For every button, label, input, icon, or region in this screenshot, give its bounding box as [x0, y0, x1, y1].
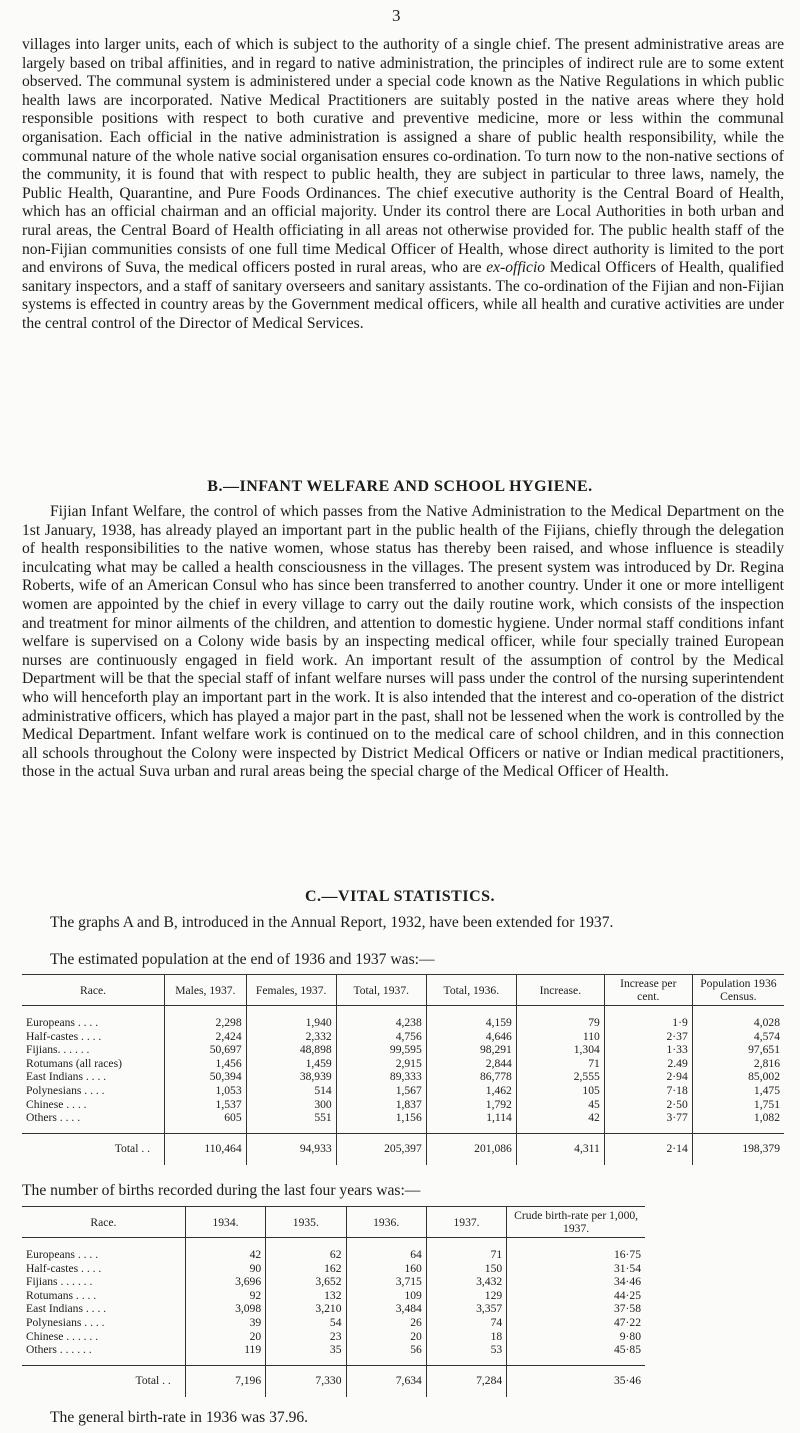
value-cell: 56: [346, 1343, 426, 1365]
value-cell: 99,595: [336, 1043, 426, 1057]
race-cell: Polynesians . . . .: [22, 1084, 165, 1098]
value-cell: 4,574: [692, 1030, 784, 1044]
table-row: [22, 1316, 645, 1330]
table-row: [22, 1084, 784, 1098]
population-table: [22, 974, 784, 1165]
heading-infant-welfare: B.—INFANT WELFARE AND SCHOOL HYGIENE.: [207, 478, 593, 495]
table-row: [22, 1111, 784, 1133]
value-cell: 9·80: [507, 1330, 645, 1344]
paragraph-general-birth-rate: The general birth-rate in 1936 was 37.96.: [50, 1409, 309, 1426]
value-cell: 2,555: [516, 1070, 604, 1084]
paragraph-text: villages into larger units, each of which is subject to the authority of a single chief. The present administrative areas are largely based on tribal affinities, and in regard to native administration, the principles of indirect rule are to some extent observed. The communal system is administered under a special code known as the Native Regulations in which public health laws are incorporated. Native Medical Practitioners are suitably posted in the native areas where they hold responsible positions with respect to both curative and preventive medicine, more or less within the communal organisation. Each official in the native administration is assigned a share of public health responsibility, while the communal nature of the whole native social organisation ensures co-ordination. To turn now to the non-native sections of the community, it is found that with respect to public health, they are subject in particular to three laws, namely, the Public Health, Quarantine, and Pure Foods Ordinances. The chief executive authority is the Central Board of Health, which has an official chairman and an official majority. Under its control there are Local Authorities in both urban and rural areas, the Central Board of Health officiating in all areas not otherwise provided for. The public health staff of the non-Fijian communities consists of one full time Medical Officer of Health, whose direct authority is limited to the port and environs of Suva, the medical officers posted in rural areas, who are: [22, 36, 784, 277]
value-cell: 34·46: [507, 1275, 645, 1289]
value-cell: 92: [185, 1289, 265, 1303]
column-header: Total, 1936.: [426, 975, 516, 1006]
table-row: [22, 1302, 645, 1316]
total-value-cell: 7,196: [185, 1365, 265, 1397]
total-value-cell: 7,284: [426, 1365, 506, 1397]
value-cell: 71: [426, 1238, 506, 1262]
value-cell: 90: [185, 1262, 265, 1276]
value-cell: 44·25: [507, 1289, 645, 1303]
value-cell: 1·33: [604, 1043, 692, 1057]
value-cell: 18: [426, 1330, 506, 1344]
value-cell: 38,939: [246, 1070, 336, 1084]
column-header: 1934.: [185, 1207, 265, 1238]
column-header: Total, 1937.: [336, 975, 426, 1006]
value-cell: 53: [426, 1343, 506, 1365]
race-cell: Fijians . . . . . .: [22, 1275, 185, 1289]
column-header: 1935.: [266, 1207, 346, 1238]
total-value-cell: 7,330: [266, 1365, 346, 1397]
value-cell: 1,567: [336, 1084, 426, 1098]
value-cell: 71: [516, 1057, 604, 1071]
value-cell: 1,940: [246, 1006, 336, 1030]
race-cell: Fijians. . . . . .: [22, 1043, 165, 1057]
column-header: Population 1936 Census.: [692, 975, 784, 1006]
table-row: [22, 1057, 784, 1071]
paragraph-native-administration: [22, 36, 784, 334]
value-cell: 23: [266, 1330, 346, 1344]
value-cell: 1·9: [604, 1006, 692, 1030]
column-header: Males, 1937.: [165, 975, 247, 1006]
paragraph-births-recorded: The number of births recorded during the last four years was:—: [22, 1182, 421, 1199]
value-cell: 160: [346, 1262, 426, 1276]
value-cell: 1,462: [426, 1084, 516, 1098]
value-cell: 2,844: [426, 1057, 516, 1071]
value-cell: 50,394: [165, 1070, 247, 1084]
value-cell: 1,792: [426, 1098, 516, 1112]
table-row: [22, 1030, 784, 1044]
value-cell: 4,756: [336, 1030, 426, 1044]
column-header: Race.: [22, 975, 165, 1006]
table-header-row: [22, 1207, 645, 1238]
value-cell: 605: [165, 1111, 247, 1133]
value-cell: 1,156: [336, 1111, 426, 1133]
column-header: Increase.: [516, 975, 604, 1006]
value-cell: 47·22: [507, 1316, 645, 1330]
column-header: Females, 1937.: [246, 975, 336, 1006]
value-cell: 1,537: [165, 1098, 247, 1112]
value-cell: 1,304: [516, 1043, 604, 1057]
value-cell: 150: [426, 1262, 506, 1276]
race-cell: Rotumans (all races): [22, 1057, 165, 1071]
value-cell: 1,053: [165, 1084, 247, 1098]
table-row: [22, 1289, 645, 1303]
value-cell: 42: [185, 1238, 265, 1262]
table-header-row: [22, 975, 784, 1006]
value-cell: 2·94: [604, 1070, 692, 1084]
value-cell: 50,697: [165, 1043, 247, 1057]
table-row: [22, 1330, 645, 1344]
page-number: 3: [392, 6, 401, 25]
total-value-cell: 7,634: [346, 1365, 426, 1397]
value-cell: 20: [185, 1330, 265, 1344]
value-cell: 1,475: [692, 1084, 784, 1098]
paragraph-graphs: The graphs A and B, introduced in the Annual Report, 1932, have been extended for 1937.: [50, 914, 614, 931]
table-row: [22, 1098, 784, 1112]
value-cell: 64: [346, 1238, 426, 1262]
value-cell: 26: [346, 1316, 426, 1330]
value-cell: 79: [516, 1006, 604, 1030]
column-header: Increase per cent.: [604, 975, 692, 1006]
value-cell: 119: [185, 1343, 265, 1365]
value-cell: 4,238: [336, 1006, 426, 1030]
value-cell: 1,751: [692, 1098, 784, 1112]
value-cell: 1,837: [336, 1098, 426, 1112]
value-cell: 74: [426, 1316, 506, 1330]
value-cell: 132: [266, 1289, 346, 1303]
total-value-cell: 201,086: [426, 1133, 516, 1165]
value-cell: 162: [266, 1262, 346, 1276]
total-row: [22, 1365, 645, 1397]
value-cell: 20: [346, 1330, 426, 1344]
value-cell: 1,114: [426, 1111, 516, 1133]
value-cell: 42: [516, 1111, 604, 1133]
race-cell: Others . . . .: [22, 1111, 165, 1133]
total-value-cell: 110,464: [165, 1133, 247, 1165]
births-table: [22, 1206, 645, 1397]
heading-vital-statistics: C.—VITAL STATISTICS.: [304, 888, 496, 905]
value-cell: 109: [346, 1289, 426, 1303]
table-row: [22, 1262, 645, 1276]
table-row: [22, 1070, 784, 1084]
total-label: Total . .: [22, 1365, 185, 1397]
table-row: [22, 1006, 784, 1030]
value-cell: 45·85: [507, 1343, 645, 1365]
race-cell: East Indians . . . .: [22, 1302, 185, 1316]
value-cell: 1,082: [692, 1111, 784, 1133]
value-cell: 4,028: [692, 1006, 784, 1030]
race-cell: Chinese . . . .: [22, 1098, 165, 1112]
column-header: 1937.: [426, 1207, 506, 1238]
value-cell: 3,210: [266, 1302, 346, 1316]
value-cell: 514: [246, 1084, 336, 1098]
value-cell: 110: [516, 1030, 604, 1044]
value-cell: 7·18: [604, 1084, 692, 1098]
value-cell: 3,357: [426, 1302, 506, 1316]
value-cell: 2,298: [165, 1006, 247, 1030]
value-cell: 105: [516, 1084, 604, 1098]
paragraph-text: Medical Officers of Health, qualified sanitary inspectors, and a staff of sanitary overseers and sanitary assistants. The co-ordination of the Fijian and non-Fijian systems is effected in country areas by the Government medical officers, while all health and curative activities are under the central control of the Director of Medical Services.: [22, 259, 784, 332]
race-cell: Chinese . . . . . .: [22, 1330, 185, 1344]
value-cell: 16·75: [507, 1238, 645, 1262]
value-cell: 2,424: [165, 1030, 247, 1044]
value-cell: 3,432: [426, 1275, 506, 1289]
value-cell: 129: [426, 1289, 506, 1303]
paragraph-italic-term: ex-officio: [486, 259, 546, 277]
value-cell: 98,291: [426, 1043, 516, 1057]
column-header: Race.: [22, 1207, 185, 1238]
value-cell: 3,715: [346, 1275, 426, 1289]
value-cell: 2·37: [604, 1030, 692, 1044]
value-cell: 2,816: [692, 1057, 784, 1071]
value-cell: 45: [516, 1098, 604, 1112]
value-cell: 35: [266, 1343, 346, 1365]
value-cell: 4,159: [426, 1006, 516, 1030]
value-cell: 97,651: [692, 1043, 784, 1057]
value-cell: 54: [266, 1316, 346, 1330]
value-cell: 37·58: [507, 1302, 645, 1316]
value-cell: 62: [266, 1238, 346, 1262]
table-row: [22, 1043, 784, 1057]
value-cell: 300: [246, 1098, 336, 1112]
total-value-cell: 35·46: [507, 1365, 645, 1397]
race-cell: Others . . . . . .: [22, 1343, 185, 1365]
value-cell: 85,002: [692, 1070, 784, 1084]
value-cell: 48,898: [246, 1043, 336, 1057]
value-cell: 31·54: [507, 1262, 645, 1276]
race-cell: Polynesians . . . .: [22, 1316, 185, 1330]
total-row: [22, 1133, 784, 1165]
value-cell: 39: [185, 1316, 265, 1330]
total-value-cell: 2·14: [604, 1133, 692, 1165]
value-cell: 551: [246, 1111, 336, 1133]
value-cell: 89,333: [336, 1070, 426, 1084]
race-cell: Rotumans . . . .: [22, 1289, 185, 1303]
table-row: [22, 1238, 645, 1262]
race-cell: East Indians . . . .: [22, 1070, 165, 1084]
value-cell: 2,332: [246, 1030, 336, 1044]
race-cell: Europeans . . . .: [22, 1006, 165, 1030]
value-cell: 3,098: [185, 1302, 265, 1316]
total-value-cell: 205,397: [336, 1133, 426, 1165]
total-value-cell: 198,379: [692, 1133, 784, 1165]
value-cell: 86,778: [426, 1070, 516, 1084]
total-value-cell: 94,933: [246, 1133, 336, 1165]
value-cell: 4,646: [426, 1030, 516, 1044]
race-cell: Half-castes . . . .: [22, 1262, 185, 1276]
race-cell: Europeans . . . .: [22, 1238, 185, 1262]
value-cell: 2.49: [604, 1057, 692, 1071]
table-row: [22, 1343, 645, 1365]
total-value-cell: 4,311: [516, 1133, 604, 1165]
value-cell: 1,456: [165, 1057, 247, 1071]
value-cell: 3,652: [266, 1275, 346, 1289]
paragraph-infant-welfare: Fijian Infant Welfare, the control of which passes from the Native Administration to the Medical Department on the 1st January, 1938, has already played an important part in the public health of the Fijians, chiefly through the delegation of health responsibilities to the native women, whose status has thereby been raised, and whose influence is steadily inculcating what may be called a health consciousness in the villages. The present system was introduced by Dr. Regina Roberts, wife of an American Consul who has since been transferred to another country. Under it one or more intelligent women are appointed by the chief in every village to carry out the daily routine work, which consists of the inspection and treatment for minor ailments of the children, and attention to domestic hygiene. Under normal staff conditions infant welfare is supervised on a Colony wide basis by an inspecting medical officer, while four specially trained European nurses are continuously engaged in field work. An important result of the assumption of control by the Medical Department will be that the special staff of infant welfare nurses will pass under the control of the nursing superintendent who will henceforth play an important part in the work. It is also intended that the interest and co-operation of the district administrative officers, which has played a major part in the past, shall not be lessened when the work is controlled by the Medical Department. Infant welfare work is continued on to the medical care of school children, and in this connection all schools throughout the Colony were inspected by District Medical Officers or native or Indian medical practitioners, those in the actual Suva urban and rural areas being the special charge of the Medical Officer of Health.: [22, 503, 784, 781]
value-cell: 2,915: [336, 1057, 426, 1071]
value-cell: 3,484: [346, 1302, 426, 1316]
column-header: 1936.: [346, 1207, 426, 1238]
value-cell: 2·50: [604, 1098, 692, 1112]
table-row: [22, 1275, 645, 1289]
paragraph-estimated-population: The estimated population at the end of 1936 and 1937 was:—: [50, 951, 435, 968]
value-cell: 3,696: [185, 1275, 265, 1289]
column-header: Crude birth-rate per 1,000, 1937.: [507, 1207, 645, 1238]
value-cell: 3·77: [604, 1111, 692, 1133]
value-cell: 1,459: [246, 1057, 336, 1071]
race-cell: Half-castes . . . .: [22, 1030, 165, 1044]
total-label: Total . .: [22, 1133, 165, 1165]
